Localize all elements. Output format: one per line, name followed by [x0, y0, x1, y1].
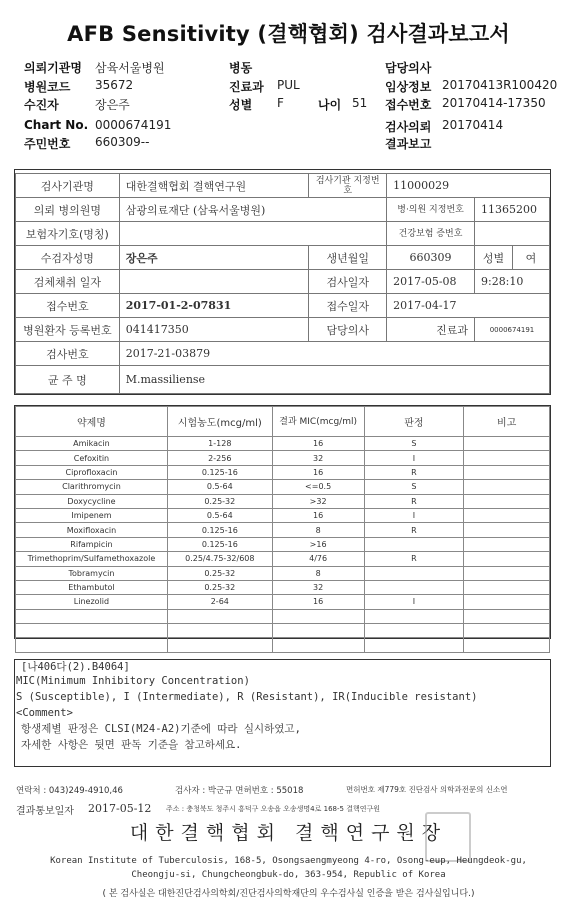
cell-drug: Tobramycin: [16, 566, 168, 580]
receipt-number: 2017-01-2-07831: [119, 294, 309, 318]
cell-interp: [364, 638, 464, 652]
info-label: 접수번호: [16, 294, 120, 318]
header-label: 수진자: [24, 98, 59, 112]
cell-drug: Ciprofloxacin: [16, 465, 168, 479]
institute-address-en: Korean Institute of Tuberculosis, 168-5, Osongsaengmyeong 4-ro, Osong-eup, Heungdeok-gu,: [50, 856, 527, 866]
exam-time: 9:28:10: [474, 270, 549, 294]
note-line: 항생제별 판정은 CLSI(M24-A2)기준에 따라 실시하였고,: [21, 723, 301, 735]
report-title: AFB Sensitivity (결핵협회) 검사결과보고서: [67, 22, 510, 46]
info-label: 검사기관명: [16, 174, 120, 198]
notes-box: [14, 659, 551, 767]
requesting-hospital: 삼광의료재단 (삼육서울병원): [119, 198, 386, 222]
cell-interp: R: [364, 465, 464, 479]
birth-date: 660309: [387, 246, 475, 270]
cell-note: [464, 537, 550, 551]
header-label: 진료과: [229, 80, 264, 94]
cell-drug: Clarithromycin: [16, 480, 168, 494]
results-table: [15, 406, 550, 653]
info-label: 보험자기호(명칭): [16, 222, 120, 246]
institute-address-en: Cheongju-si, Chungcheongbuk-do, 363-954, Republic of Korea: [131, 870, 446, 880]
cell-range: 0.25/4.75-32/608: [167, 552, 272, 566]
cell-mic: 32: [272, 580, 364, 594]
cell-interp: R: [364, 494, 464, 508]
header-value: 35672: [95, 78, 134, 92]
note-code: [나406다(2).B4064]: [21, 661, 130, 673]
insurance-number: [474, 222, 549, 246]
cell-interp: S: [364, 437, 464, 451]
report-date-label: 결과통보일자: [16, 806, 74, 817]
header-value: 660309--: [95, 135, 150, 149]
header-label: 담당의사: [385, 61, 432, 75]
examiner-info: 검사자 : 박군규 면허번호 : 55018: [175, 786, 304, 796]
cell-note: [464, 624, 550, 638]
cell-range: 0.25-32: [167, 494, 272, 508]
table-row: [16, 465, 550, 479]
sex-value: 여: [512, 246, 549, 270]
cell-note: [464, 437, 550, 451]
cell-range: 0.125-16: [167, 537, 272, 551]
table-row: [16, 566, 550, 580]
cell-range: 0.25-32: [167, 566, 272, 580]
cell-mic: >16: [272, 537, 364, 551]
note-line: MIC(Minimum Inhibitory Concentration): [16, 675, 250, 687]
cell-note: [464, 595, 550, 609]
cell-interp: [364, 609, 464, 623]
cell-drug: Moxifloxacin: [16, 523, 168, 537]
note-line: S (Susceptible), I (Intermediate), R (Resistant), IR(Inducible resistant): [16, 691, 478, 703]
cell-drug: [16, 609, 168, 623]
cell-interp: I: [364, 595, 464, 609]
institution-code: 11000029: [387, 174, 550, 198]
info-label: 검사기관 지정번호: [309, 174, 387, 198]
info-label: 검사일자: [309, 270, 387, 294]
cell-note: [464, 566, 550, 580]
column-header: 약제명: [16, 407, 168, 437]
cell-mic: 32: [272, 451, 364, 465]
table-row: [16, 451, 550, 465]
results-box: [14, 405, 551, 639]
report-date: 2017-05-12: [88, 802, 152, 815]
column-header: 시험농도(mcg/ml): [167, 407, 272, 437]
cell-mic: 16: [272, 465, 364, 479]
cell-drug: Linezolid: [16, 595, 168, 609]
table-row: [16, 580, 550, 594]
cell-drug: Trimethoprim/Sulfamethoxazole: [16, 552, 168, 566]
header-label: 성별: [229, 98, 253, 112]
cell-drug: Cefoxitin: [16, 451, 168, 465]
header-label: 병동: [229, 61, 253, 75]
patient-info-table: [15, 173, 550, 394]
cell-mic: [272, 624, 364, 638]
cell-mic: >32: [272, 494, 364, 508]
info-label: 접수일자: [309, 294, 387, 318]
hospital-code: 11365200: [474, 198, 549, 222]
header-label: 임상정보: [385, 80, 432, 94]
cell-interp: R: [364, 552, 464, 566]
results-header-row: [16, 407, 550, 437]
collection-date: [119, 270, 309, 294]
header-value: 0000674191: [95, 118, 172, 132]
table-row: [16, 523, 550, 537]
cell-mic: 16: [272, 595, 364, 609]
cell-interp: R: [364, 523, 464, 537]
info-label: 병원환자 등록번호: [16, 318, 120, 342]
cell-drug: Doxycycline: [16, 494, 168, 508]
cell-drug: Ethambutol: [16, 580, 168, 594]
table-row: [16, 552, 550, 566]
header-value: 장은주: [95, 98, 130, 112]
info-label: 균 주 명: [16, 366, 120, 394]
info-label: 생년월일: [309, 246, 387, 270]
table-row: [16, 624, 550, 638]
header-label: 병원코드: [24, 80, 71, 94]
hospital-patient-number: 041417350: [119, 318, 309, 342]
cell-note: [464, 508, 550, 522]
note-line: 자세한 사항은 뒷면 판독 기준을 참고하세요.: [21, 739, 242, 751]
license-info: 면허번호 제779호 진단검사 의학과전문의 신소연: [346, 785, 508, 794]
cell-note: [464, 580, 550, 594]
cell-interp: [364, 580, 464, 594]
cell-mic: 4/76: [272, 552, 364, 566]
cell-interp: [364, 537, 464, 551]
cell-drug: Amikacin: [16, 437, 168, 451]
cell-note: [464, 480, 550, 494]
table-row: [16, 638, 550, 652]
cell-interp: S: [364, 480, 464, 494]
column-header: 비고: [464, 407, 550, 437]
info-label: 성별: [474, 246, 512, 270]
table-row: [16, 494, 550, 508]
header-label: 의뢰기관명: [24, 61, 82, 75]
cell-note: [464, 523, 550, 537]
exam-number: 2017-21-03879: [119, 342, 549, 366]
cell-range: 2-64: [167, 595, 272, 609]
header-label: 검사의뢰: [385, 120, 432, 134]
header-label: 접수번호: [385, 98, 432, 112]
patient-info-box: [14, 169, 551, 395]
header-value: 삼육서울병원: [95, 61, 165, 75]
patient-name: 장은주: [119, 246, 309, 270]
department-code: 0000674191: [474, 318, 549, 342]
header-value: 20170414: [442, 118, 504, 132]
header-label: Chart No.: [24, 118, 89, 132]
table-row: [16, 609, 550, 623]
info-label: 건강보험 증번호: [387, 222, 475, 246]
certification-note: ( 본 검사실은 대한진단검사의학회/진단검사의학재단의 우수검사실 인증을 받은 검사실입니다.): [102, 889, 475, 899]
table-row: [16, 595, 550, 609]
cell-interp: I: [364, 451, 464, 465]
cell-note: [464, 451, 550, 465]
cell-range: [167, 624, 272, 638]
info-label: 검사번호: [16, 342, 120, 366]
cell-interp: I: [364, 508, 464, 522]
header-label: 나이: [318, 98, 342, 112]
cell-note: [464, 638, 550, 652]
cell-note: [464, 609, 550, 623]
organism-name: M.massiliense: [119, 366, 549, 394]
note-comment-label: <Comment>: [16, 707, 73, 719]
column-header: 판정: [364, 407, 464, 437]
header-label: 주민번호: [24, 137, 71, 151]
cell-mic: 16: [272, 508, 364, 522]
cell-note: [464, 552, 550, 566]
header-value: F: [277, 96, 284, 110]
header-value: 20170413R100420: [442, 78, 558, 92]
exam-date: 2017-05-08: [387, 270, 475, 294]
cell-mic: [272, 609, 364, 623]
info-label: 의뢰 병의원명: [16, 198, 120, 222]
insurer-value: [119, 222, 386, 246]
header-value: 51: [352, 96, 368, 110]
info-label: 검체채취 일자: [16, 270, 120, 294]
institution-name: 대한결핵협회 결핵연구원: [119, 174, 309, 198]
table-row: [16, 537, 550, 551]
info-label: 병·의원 지정번호: [387, 198, 475, 222]
cell-drug: Imipenem: [16, 508, 168, 522]
table-row: [16, 508, 550, 522]
cell-range: 0.5-64: [167, 508, 272, 522]
cell-interp: [364, 566, 464, 580]
cell-mic: 8: [272, 566, 364, 580]
info-label: 진료과: [387, 318, 475, 342]
header-value: 20170414-17350: [442, 96, 546, 110]
cell-range: 0.25-32: [167, 580, 272, 594]
cell-drug: [16, 638, 168, 652]
info-label: 담당의사: [309, 318, 387, 342]
contact-info: 연락처 : 043)249-4910,46: [16, 786, 123, 796]
cell-mic: [272, 638, 364, 652]
header-value: PUL: [277, 78, 300, 92]
institute-name-korean: 대한결핵협회 결핵연구원장: [129, 822, 448, 844]
cell-mic: 8: [272, 523, 364, 537]
cell-range: 1-128: [167, 437, 272, 451]
header-label: 결과보고: [385, 137, 432, 151]
official-seal: [425, 812, 471, 862]
cell-range: 2-256: [167, 451, 272, 465]
column-header: 결과 MIC(mcg/ml): [272, 407, 364, 437]
cell-range: 0.125-16: [167, 523, 272, 537]
table-row: [16, 437, 550, 451]
receipt-date: 2017-04-17: [387, 294, 550, 318]
cell-range: [167, 609, 272, 623]
info-label: 수검자성명: [16, 246, 120, 270]
cell-mic: <=0.5: [272, 480, 364, 494]
cell-note: [464, 465, 550, 479]
cell-mic: 16: [272, 437, 364, 451]
cell-range: 0.5-64: [167, 480, 272, 494]
table-row: [16, 480, 550, 494]
cell-range: [167, 638, 272, 652]
cell-note: [464, 494, 550, 508]
cell-interp: [364, 624, 464, 638]
cell-drug: [16, 624, 168, 638]
address: 주소 : 충청북도 청주시 흥덕구 오송읍 오송생명4로 168-5 결핵연구원: [166, 805, 381, 813]
cell-drug: Rifampicin: [16, 537, 168, 551]
cell-range: 0.125-16: [167, 465, 272, 479]
